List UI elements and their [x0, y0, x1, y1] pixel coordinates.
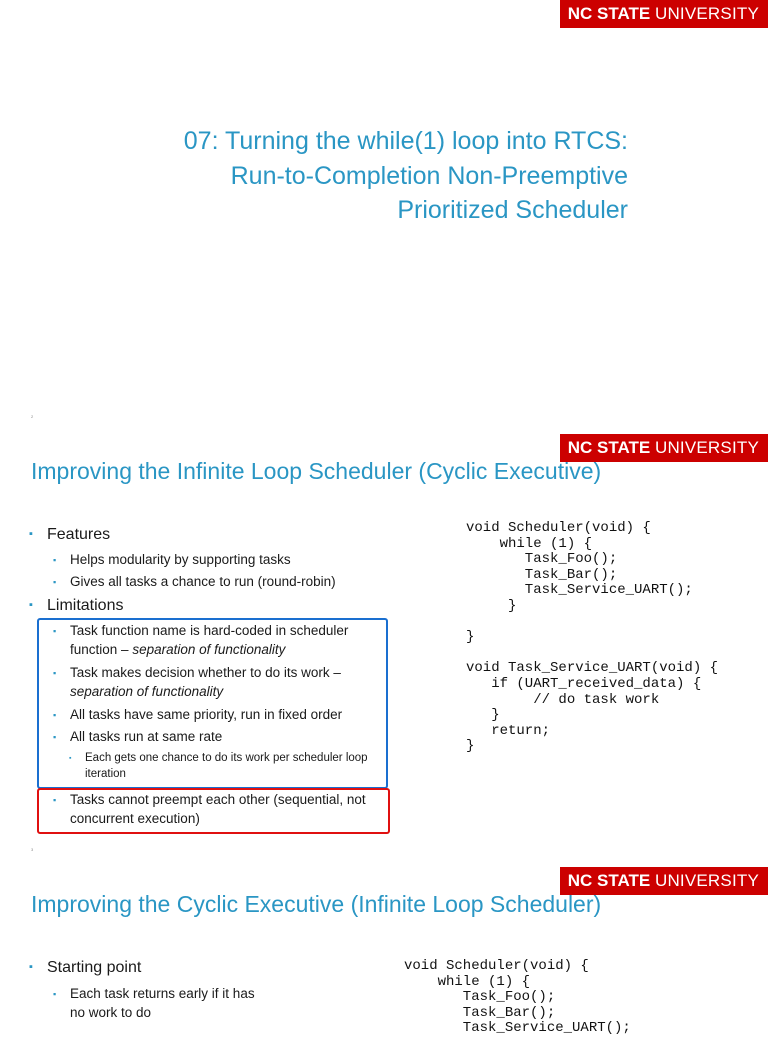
bullet-limitation-item: ▪ Task function name is hard-coded in scheduler function – separation of functionality	[55, 621, 385, 659]
slide-title: Improving the Cyclic Executive (Infinite Loop Scheduler)	[31, 891, 602, 917]
page-number: 2	[31, 414, 34, 419]
bullet-limitation-subitem: ▪ Each gets one chance to do its work per scheduler loop iteration	[71, 750, 386, 782]
code-block: void Scheduler(void) { while (1) { Task_Foo(); Task_Bar(); Task_Service_UART();	[404, 958, 631, 1037]
slide-2: 2 NC STATE UNIVERSITY Improving the Infinite Loop Scheduler (Cyclic Executive) Features ▪ Helps modularity by supporting tasks ▪ Gives all tasks a chance to run (round-robin) Limitations ▪ Task function name is hard-coded in scheduler function – separation of functionality ▪ Task makes decision whether to do its work – separation of functionality ▪ All tasks have same priority, run in fixed order ▪ All tasks run at same rate ▪ Each gets one chance to do its work per scheduler loop iteration ▪ Tasks cannot preempt each other (sequential, not concurrent execution) void Scheduler(void) { while (1) { Task_Foo(); Task_Bar(); Task_Service_UART(); } } void Task_Service_UART(void) { if (UART_received_data) { // do task work } return; }	[0, 410, 768, 855]
bullet-limitation-item: ▪ Tasks cannot preempt each other (sequential, not concurrent execution)	[55, 790, 385, 828]
bullet-limitation-item: ▪ All tasks have same priority, run in fixed order	[55, 705, 385, 724]
bullet-limitation-item: ▪ All tasks run at same rate	[55, 727, 385, 746]
bullet-limitation-item: ▪ Task makes decision whether to do its work – separation of functionality	[55, 663, 385, 701]
slide-title: Improving the Infinite Loop Scheduler (Cyclic Executive)	[31, 458, 602, 484]
bullet-feature-item: ▪ Gives all tasks a chance to run (round-robin)	[55, 572, 385, 591]
slide-3: 3 NC STATE UNIVERSITY Improving the Cyclic Executive (Infinite Loop Scheduler) Starting point ▪ Each task returns early if it has no work to do void Scheduler(void) { while (1) { Task_Foo(); Task_Bar(); Task_Service_UART();	[0, 845, 768, 1024]
code-block: void Scheduler(void) { while (1) { Task_Foo(); Task_Bar(); Task_Service_UART(); } } void Task_Service_UART(void) { if (UART_received_data) { // do task work } return; }	[466, 520, 719, 755]
page-number: 3	[31, 847, 34, 852]
title-slide	[0, 0, 768, 430]
lecture-title-line: Run-to-Completion Non-Preemptive	[230, 161, 628, 190]
ncstate-logo: NC STATE UNIVERSITY	[560, 867, 768, 895]
bullet-starting-item: ▪ Each task returns early if it has no work to do	[55, 984, 270, 1022]
ncstate-logo: NC STATE UNIVERSITY	[560, 434, 768, 462]
ncstate-logo: NC STATE UNIVERSITY	[560, 0, 768, 28]
lecture-title-line: 07: Turning the while(1) loop into RTCS:	[183, 127, 628, 155]
bullet-feature-item: ▪ Helps modularity by supporting tasks	[55, 550, 385, 569]
lecture-title	[184, 124, 628, 228]
lecture-title-line: Prioritized Scheduler	[397, 196, 628, 224]
